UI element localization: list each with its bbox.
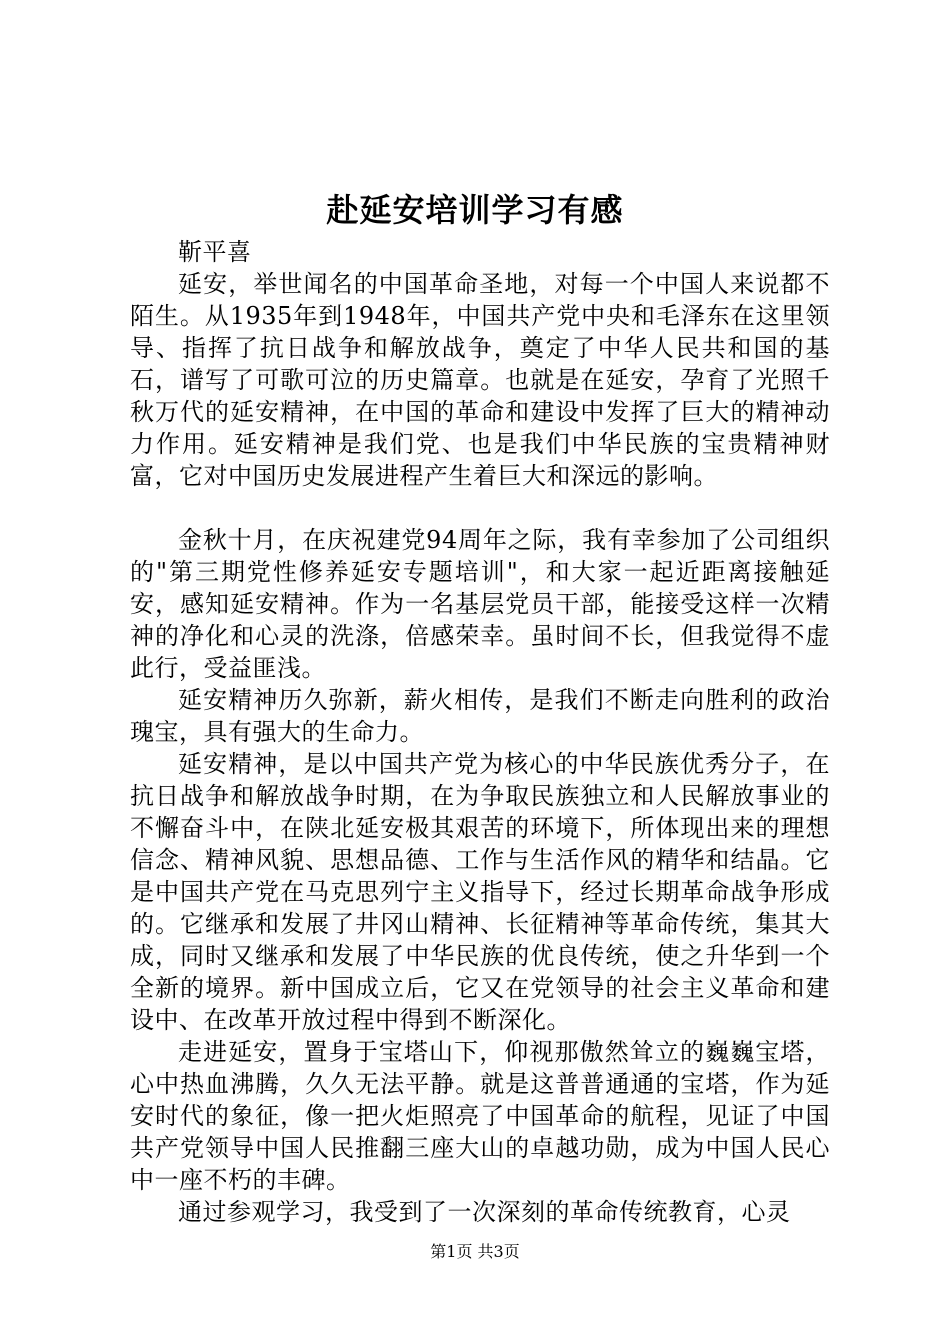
paragraph-4: 延安精神，是以中国共产党为核心的中华民族优秀分子，在抗日战争和解放战争时期，在为争取民族独立和人民解放事业的不懈奋斗中，在陕北延安极其艰苦的环境下，所体现出来的理想信念、精神风貌、思想品德、工作与生活作风的精华和结晶。它是中国共产党在马克思列宁主义指导下，经过长期革命战争形成的。它继承和发展了井冈山精神、长征精神等革命传统，集其大成，同时又继承和发展了中华民族的优良传统，使之升华到一个全新的境界。新中国成立后，它又在党领导的社会主义革命和建设中、在改革开放过程中得到不断深化。: [130, 750, 830, 1034]
paragraph-3: 延安精神历久弥新，薪火相传，是我们不断走向胜利的政治瑰宝，具有强大的生命力。: [130, 686, 830, 746]
author-name: 靳平喜: [178, 238, 252, 266]
document-body: [130, 236, 830, 1228]
paragraph-1: 延安，举世闻名的中国革命圣地，对每一个中国人来说都不陌生。从1935年到1948年，中国共产党中央和毛泽东在这里领导、指挥了抗日战争和解放战争，奠定了中华人民共和国的基石，谱写了可歌可泣的历史篇章。也就是在延安，孕育了光照千秋万代的延安精神，在中国的革命和建设中发挥了巨大的精神动力作用。延安精神是我们党、也是我们中华民族的宝贵精神财富，它对中国历史发展进程产生着巨大和深远的影响。: [130, 270, 830, 490]
paragraph-5: 走进延安，置身于宝塔山下，仰视那傲然耸立的巍巍宝塔，心中热血沸腾，久久无法平静。就是这普普通通的宝塔，作为延安时代的象征，像一把火炬照亮了中国革命的航程，见证了中国共产党领导中国人民推翻三座大山的卓越功勋，成为中国人民心中一座不朽的丰碑。: [130, 1038, 830, 1194]
document-title: 赴延安培训学习有感: [326, 191, 624, 229]
paragraph-6: 通过参观学习，我受到了一次深刻的革命传统教育，心灵: [178, 1198, 791, 1226]
paragraph-2: 金秋十月，在庆祝建党94周年之际，我有幸参加了公司组织的"第三期党性修养延安专题培训"，和大家一起近距离接触延安，感知延安精神。作为一名基层党员干部，能接受这样一次精神的净化和心灵的洗涤，倍感荣幸。虽时间不长，但我觉得不虚此行，受益匪浅。: [130, 526, 830, 682]
page-footer: 第1页 共3页: [430, 1242, 520, 1261]
